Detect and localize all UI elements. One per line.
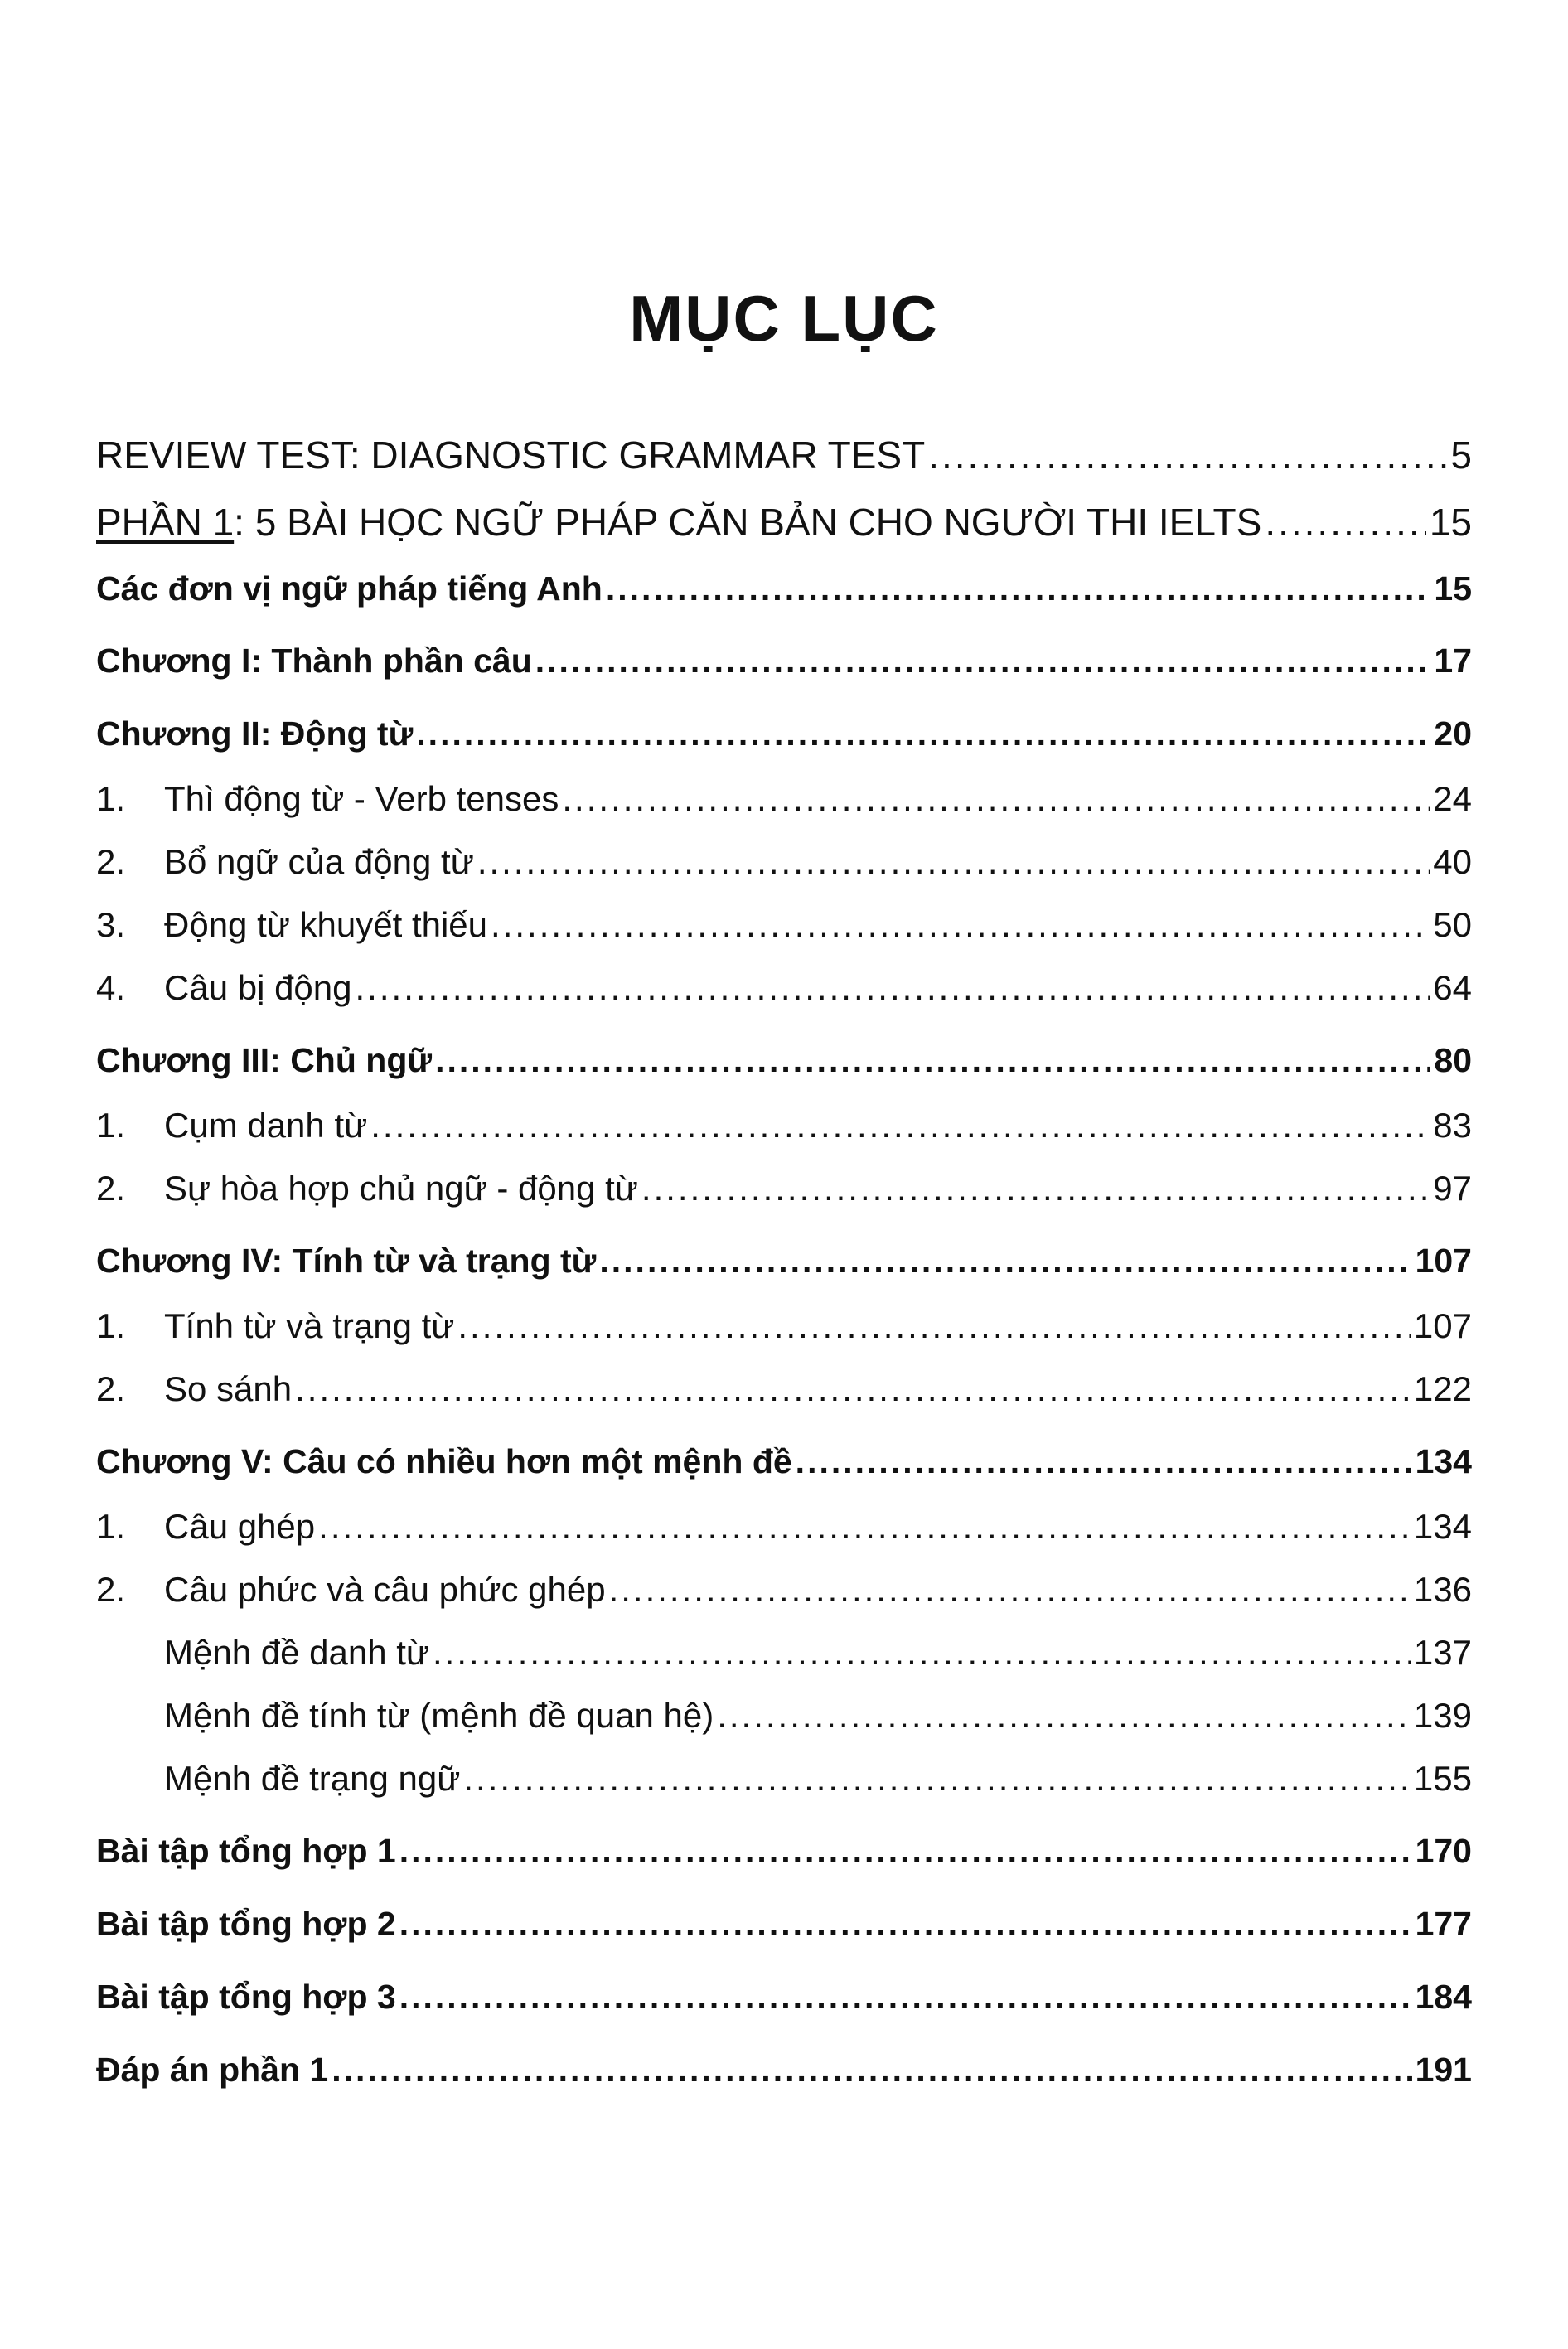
toc-entry-exercise-1[interactable]: [96, 1831, 1472, 1872]
toc-entry-exercise-3[interactable]: [96, 1977, 1472, 2017]
dot-leader: [928, 433, 1447, 478]
dot-leader: [399, 1831, 1412, 1872]
dot-leader: [609, 1569, 1411, 1610]
toc-entry-page: 137: [1413, 1633, 1472, 1672]
toc-entry-label: Chương IV: Tính từ và trạng từ: [96, 1242, 597, 1280]
toc-entry-page: 50: [1433, 905, 1472, 944]
toc-entry-page: 134: [1415, 1442, 1472, 1480]
toc-entry-adjectives-adverbs[interactable]: [96, 1305, 1472, 1347]
toc-entry-page: 134: [1413, 1507, 1472, 1546]
toc-entry-chapter-1[interactable]: [96, 641, 1472, 681]
dot-leader: [295, 1368, 1411, 1410]
toc-entry-compound-sentences[interactable]: [96, 1506, 1472, 1547]
toc-entry-exercise-2[interactable]: [96, 1904, 1472, 1945]
toc-entry-label: Chương II: Động từ: [96, 714, 414, 753]
toc-entry-label: Câu phức và câu phức ghép: [164, 1570, 606, 1609]
toc-entry-label: Mệnh đề danh từ: [164, 1633, 430, 1672]
toc-entry-number: 1.: [96, 1106, 126, 1145]
toc-entry-comparison[interactable]: [96, 1368, 1472, 1410]
toc-entry-label: Chương I: Thành phần câu: [96, 642, 532, 680]
dot-leader: [535, 641, 1431, 681]
toc-entry-page: 191: [1415, 2051, 1472, 2089]
toc-entry-page: 170: [1415, 1832, 1472, 1870]
toc-entry-page: 80: [1434, 1041, 1472, 1079]
toc-entry-label: Sự hòa hợp chủ ngữ - động từ: [164, 1169, 638, 1208]
toc-entry-grammar-units[interactable]: [96, 569, 1472, 609]
toc-entry-page: 97: [1433, 1169, 1472, 1208]
toc-entry-label: Câu ghép: [164, 1507, 316, 1546]
toc-entry-page: 83: [1433, 1106, 1472, 1145]
toc-entry-answer-key[interactable]: [96, 2050, 1472, 2090]
toc-entry-chapter-2[interactable]: [96, 714, 1472, 754]
toc-entry-label: Đáp án phần 1: [96, 2051, 329, 2089]
toc-entry-number: 2.: [96, 842, 126, 881]
dot-leader: [399, 1977, 1412, 2017]
dot-leader: [463, 1758, 1411, 1799]
toc-entry-complex-sentences[interactable]: [96, 1569, 1472, 1610]
toc-entry-chapter-5[interactable]: [96, 1441, 1472, 1482]
toc-entry-page: 122: [1413, 1369, 1472, 1408]
toc-entry-label: Chương V: Câu có nhiều hơn một mệnh đề: [96, 1442, 792, 1480]
toc-entry-modal-verbs[interactable]: [96, 904, 1472, 946]
dot-leader: [416, 714, 1430, 754]
toc-entry-page: 15: [1434, 569, 1472, 608]
toc-entry-noun-phrases[interactable]: [96, 1105, 1472, 1146]
toc-entry-label: Mệnh đề tính từ (mệnh đề quan hệ): [164, 1696, 714, 1735]
toc-entry-part-1[interactable]: [96, 500, 1472, 545]
toc-entry-number: 3.: [96, 905, 126, 944]
toc-entry-label: Tính từ và trạng từ: [164, 1306, 455, 1345]
dot-leader: [796, 1441, 1412, 1482]
toc-entry-passive-voice[interactable]: [96, 967, 1472, 1009]
toc-entry-number: 2.: [96, 1369, 126, 1408]
toc-entry-label: Bổ ngữ của động từ: [164, 842, 474, 881]
toc-entry-number: 4.: [96, 968, 126, 1007]
toc-entry-page: 107: [1415, 1242, 1472, 1280]
toc-entry-page: 139: [1413, 1696, 1472, 1735]
toc-entry-page: 15: [1429, 501, 1472, 544]
dot-leader: [457, 1305, 1411, 1347]
toc-entry-number: 2.: [96, 1169, 126, 1208]
dot-leader: [491, 904, 1430, 946]
toc-entry-label: REVIEW TEST: DIAGNOSTIC GRAMMAR TEST: [96, 433, 926, 477]
dot-leader: [477, 841, 1430, 883]
toc-entry-page: 64: [1433, 968, 1472, 1007]
toc-entry-noun-clauses[interactable]: [96, 1632, 1472, 1673]
toc-entry-label: Chương III: Chủ ngữ: [96, 1041, 433, 1079]
page-title: MỤC LỤC: [629, 282, 939, 355]
toc-entry-adverbial-clauses[interactable]: [96, 1758, 1472, 1799]
dot-leader: [435, 1040, 1430, 1081]
dot-leader: [562, 778, 1430, 820]
dot-leader: [370, 1105, 1430, 1146]
dot-leader: [318, 1506, 1411, 1547]
dot-leader: [717, 1695, 1411, 1736]
toc-entry-page: 5: [1450, 433, 1472, 477]
toc-entry-number: 1.: [96, 1306, 126, 1345]
toc-entry-label: Động từ khuyết thiếu: [164, 905, 488, 944]
toc-entry-chapter-3[interactable]: [96, 1040, 1472, 1081]
toc-entry-label: So sánh: [164, 1369, 293, 1408]
toc-entry-verb-complements[interactable]: [96, 841, 1472, 883]
toc-entry-label: Bài tập tổng hợp 1: [96, 1832, 396, 1870]
toc-entry-label: Cụm danh từ: [164, 1106, 368, 1145]
toc-entry-label: PHẦN 1: 5 BÀI HỌC NGỮ PHÁP CĂN BẢN CHO NGƯỜI THI IELTS: [96, 501, 1262, 544]
toc-entry-page: 107: [1413, 1306, 1472, 1345]
toc-entry-relative-clauses[interactable]: [96, 1695, 1472, 1736]
dot-leader: [332, 2050, 1411, 2090]
toc-entry-number: 1.: [96, 1507, 126, 1546]
toc-entry-subject-verb-agreement[interactable]: [96, 1168, 1472, 1209]
dot-leader: [356, 967, 1430, 1009]
toc-entry-page: 40: [1433, 842, 1472, 881]
toc-entry-page: 20: [1434, 714, 1472, 753]
toc-entry-label: Các đơn vị ngữ pháp tiếng Anh: [96, 569, 603, 608]
dot-leader: [433, 1632, 1411, 1673]
toc-entry-page: 184: [1415, 1978, 1472, 2016]
part-label: PHẦN 1: [96, 501, 235, 544]
dot-leader: [1265, 500, 1426, 545]
toc-entry-number: 1.: [96, 779, 126, 818]
toc-entry-chapter-4[interactable]: [96, 1241, 1472, 1281]
toc-entry-page: 17: [1434, 642, 1472, 680]
toc-entry-page: 24: [1433, 779, 1472, 818]
toc-entry-label: Câu bị động: [164, 968, 352, 1007]
toc-entry-verb-tenses[interactable]: [96, 778, 1472, 820]
toc-entry-number: 2.: [96, 1570, 126, 1609]
toc-entry-label: Bài tập tổng hợp 3: [96, 1978, 396, 2016]
toc-entry-label: Bài tập tổng hợp 2: [96, 1905, 396, 1943]
dot-leader: [641, 1168, 1430, 1209]
toc-entry-review-test[interactable]: [96, 433, 1472, 478]
toc-entry-page: 136: [1413, 1570, 1472, 1609]
dot-leader: [399, 1904, 1412, 1945]
dot-leader: [599, 1241, 1411, 1281]
toc-entry-label: Mệnh đề trạng ngữ: [164, 1759, 461, 1798]
toc-entry-page: 155: [1413, 1759, 1472, 1798]
dot-leader: [606, 569, 1431, 609]
toc-entry-page: 177: [1415, 1905, 1472, 1943]
toc-entry-label: Thì động từ - Verb tenses: [164, 779, 559, 818]
